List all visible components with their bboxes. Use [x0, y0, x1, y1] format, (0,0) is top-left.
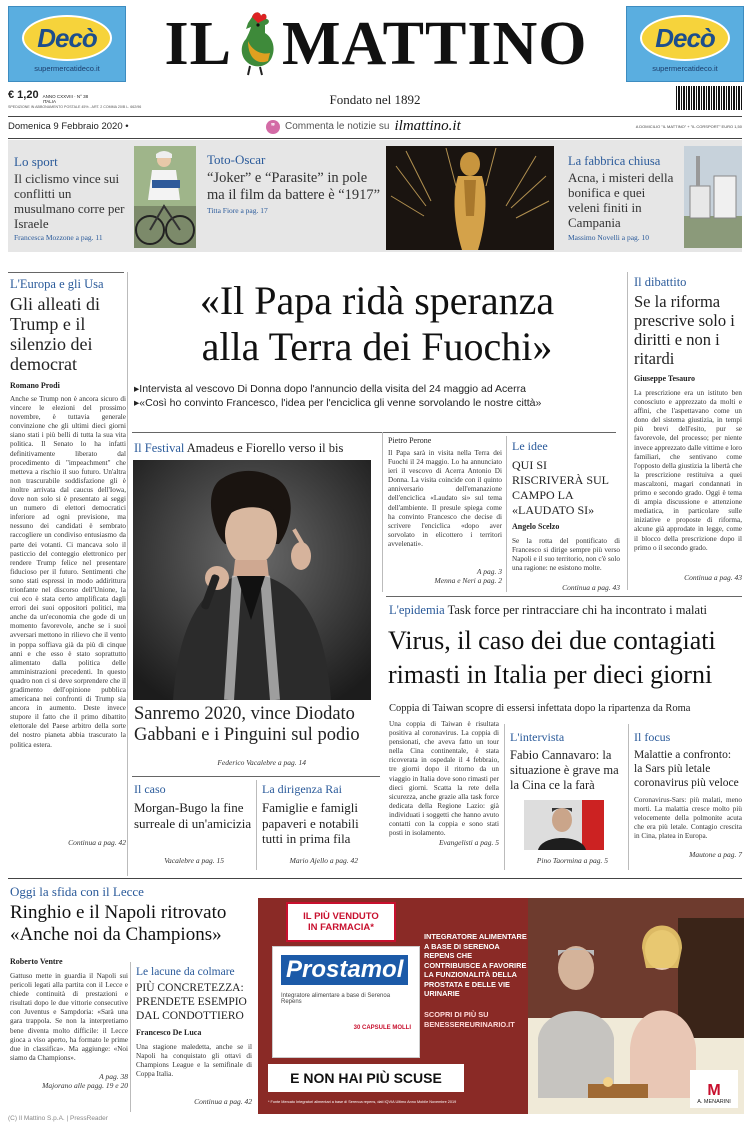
teaser-fabbrica[interactable]: La fabbrica chiusa Acna, i misteri della bonifica e quei veleni finiti in Campania Massimo Novelli a pag. 10 — [568, 154, 674, 242]
author: Romano Prodi — [10, 381, 60, 390]
caso-article[interactable]: Il caso Morgan-Bugo la fine surreale di un'amicizia — [134, 782, 252, 831]
tagline: Fondato nel 1892 — [329, 92, 421, 107]
body: Anche se Trump non è ancora sicuro di vincere le elezioni del prossimo novembre, è tuttavia generale convinzione che gli ultimi dieci giorni siano stati i più belli di tutta la sua vita politica. Il Senato lo ha infatti definitivamente liberato dal procedimento di "impeachment" che metteva a rischio il suo futuro. Un'altra non trascurabile soddisfazione gli è inoltre arrivata dal caucus dell'Iowa, dove non solo si è presentato ai seggi un numero di elettori democratici inferiore ad ogni previsione, ma nessuno dei candidati è sembrato raccogliere un condiviso entusiasmo da parte dei votanti. Ci mancava solo il pasticcio del conteggio elettronico per rendere Trump felice nel presentare fiducioso per il futuro. Sentimenti che sono stati espressi in modo addirittura trionfante nel discorso dell'Unione, la cui eco è stata certo amplificata dagli errori dei suoi oppositori politici, ma anche da un'economia che gode di un momento favorevole, anche se i suoi avversari mettono in rilievo che il vento in poppa soffiava già da più di cinque anni e che esso è stato soprattutto alimentato dalla politica delle amministrazioni precedenti. In questo quadro non ci si deve sorprendere che il gradimento dell'opinione pubblica americana nei confronti di Trump sia ancora in aumento. Deste invece stupore il fatto che il primo dibattito elettorale del Paese arbitro della sorte del nostro pianeta abbia trascurato la politica estera. — [10, 395, 126, 749]
focus-article[interactable]: Il focus Malattie a confronto: la Sars più letale coronavirus più veloce Coronavirus-Sars: più malati, meno morti. La malattia cresce molto più velocemente della polmonite acuta che era più letale. Contagio crescita in Cina, platea in Europa. Mautone a pag. 7 — [634, 730, 742, 859]
deco-ad-left[interactable] — [8, 6, 126, 82]
diodato-photo — [133, 460, 371, 700]
caso-byline: Vacalebre a pag. 15 — [164, 856, 224, 865]
ad-slogan: E NON HAI PIÙ SCUSE — [268, 1064, 464, 1092]
masthead-title: IL MATTINO — [164, 9, 588, 78]
dirigenza-byline: Mario Ajello a pag. 42 — [289, 856, 358, 865]
prostamol-ad[interactable] — [258, 898, 744, 1114]
comment-bubble-icon: ❞ — [266, 120, 280, 134]
ad-text: INTEGRATORE ALIMENTARE A BASE DI SERENOA REPENS CHE CONTRIBUISCE A FAVORIRE LA FUNZIONALITÀ DELLA PROSTATA E DELLE VIE URINARIE — [424, 932, 527, 998]
intervista-byline: Pino Taormina a pag. 5 — [536, 856, 608, 865]
menarini-logo: M A. MENARINI — [690, 1070, 738, 1108]
teaser-sport[interactable]: Lo sport Il ciclismo vince sui conflitti un musulmano corre per Israele Francesca Mozzone a pag. 11 — [14, 154, 125, 242]
deco-url: supermercatideco.it — [34, 64, 100, 73]
perone-article: Pietro Perone Il Papa sarà in visita nella Terra dei Fuochi il 24 maggio. Lo ha annunciato ieri il vescovo di Acerra Antonio Di Donna. La visita coincide con il quinto anniversario dell'emanazione dell'enciclica «Laudato si» sul tema dell'ambiente. Il presule spiega come ha convinto Francesco che decise di scrivere l'enciclica «dopo aver sorvolato in elicottero i territori avvelenati». A pag. 3 Menna e Neri a pag. 2 — [388, 436, 502, 585]
legal-line: SPEDIZIONE IN ABBONAMENTO POSTALE 45% - ART. 2 COMMA 20/B L. 662/96 — [8, 105, 142, 109]
delivery-note: A DOMICILIO "IL MATTINO" + "IL CORSPORT" EURO 1,50 — [635, 124, 742, 129]
deco-logo: Decò — [640, 15, 730, 61]
festival-headline[interactable]: Sanremo 2020, vince Diodato Gabbani e i Pinguini sul podio — [134, 704, 360, 745]
dirigenza-article[interactable]: La dirigenza Rai Famiglie e famigli papaveri e notabili tutti in prima fila — [262, 782, 359, 846]
deco-logo: Decò — [22, 15, 112, 61]
headline: Gli alleati di Trump e il silenzio dei democrat — [10, 294, 100, 374]
barcode — [676, 86, 742, 110]
main-headline[interactable]: «Il Papa ridà speranza alla Terra dei Fuochi» — [199, 278, 555, 369]
left-editorial — [10, 277, 126, 847]
comment-link[interactable]: ❞ Commenta le notizie su ilmattino.it — [266, 118, 461, 135]
factory-photo — [684, 146, 742, 248]
oscar-statue-photo — [386, 146, 554, 250]
rooster-logo-icon — [234, 11, 280, 77]
ad-site[interactable]: SCOPRI DI PIÙ SU BENESSEREURINARIO.IT — [424, 1010, 515, 1029]
price: € 1,20 — [8, 89, 39, 101]
ad-package: Prostamol Integratore alimentare a base di Serenoa Repens 30 CAPSULE MOLLI — [272, 946, 420, 1058]
epidemia-headline[interactable]: Virus, il caso dei due contagiati rimasti in Italia per dieci giorni — [388, 626, 716, 689]
date: Domenica 9 Febbraio 2020 • — [8, 121, 129, 132]
ad-footnote: * Fonte Mercato Integratori alimentari a base di Serenoa repens, dati IQVIA Ultimo Anno Mobile Novembre 2019 — [268, 1100, 457, 1104]
deco-ad-right[interactable] — [626, 6, 744, 82]
epidemia-subhead: Coppia di Taiwan scopre di essersi infettata dopo la ripartenza da Roma — [389, 703, 691, 714]
kicker: Il dibattito — [634, 275, 687, 289]
kicker: L'Europa e gli Usa — [10, 277, 104, 291]
body: La prescrizione era un istituto ben conosciuto e apprezzato da molti e affini, che l'aspettavano come un dono del sistema giustizia, in tempi più brevi dell'esito, pur se favorevole, del processo; per niente invece apprezzato dalle vittime e loro familiari, che sentivano come l'opposto della giustizia la libertà che la prescrizione restituiva a quei mascalzoni, magari condannati in primo e secondo grado. Oggi è tema di ampia discussione e attenzione mediatica, in particolare sulle iniziative e proposte di riforma, alcune già approdate in legge, come il blocco della prescrizione dopo il primo o il secondo grado. — [634, 389, 742, 552]
festival-byline: Federico Vacalebre a pag. 14 — [217, 758, 306, 767]
sport-article[interactable]: Oggi la sfida con il Lecce Ringhio e il Napoli ritrovato «Anche noi da Champions» — [10, 884, 227, 945]
idee-article: Le idee QUI SI RISCRIVERÀ SUL CAMPO LA «LAUDATO SI» Angelo Scelzo Se la rotta del pontificato di Francesco si dirige sempre più verso Napoli e il suo territorio, non c'è solo una ragione: ne esistono molte. Continua a pag. 43 — [512, 439, 620, 592]
footer-credit: (C) Il Mattino S.p.A. | PressReader — [8, 1115, 108, 1122]
ad-badge: IL PIÙ VENDUTO IN FARMACIA* — [286, 902, 396, 942]
cyclist-photo — [134, 146, 196, 248]
festival-kicker: Il Festival Amadeus e Fiorello verso il bis — [134, 441, 344, 455]
menarini-mark-icon: M — [707, 1082, 721, 1099]
teaser-oscar[interactable]: Toto-Oscar “Joker” e “Parasite” in pole ma il film da battere è “1917” Titta Fiore a pag. 17 — [207, 152, 381, 215]
epidemia-kicker: L'epidemia Task force per rintracciare chi ha incontrato i malati — [389, 603, 708, 617]
jump: Continua a pag. 42 — [68, 838, 126, 847]
author: Giuseppe Tesauro — [634, 374, 695, 383]
sport-body: Roberto Ventre Gattuso mette in guardia il Napoli sui pericoli legati alla partita con il Lecce e chiede continuità di prestazioni e risultati dopo le due vittorie consecutive con Juventus e Sampdoria: «Sarà una gara trappola. Se non la interpretiamo bene diventa molto difficile: il Lecce gioca a viso aperto, ha formato le prime due in classifica». Ma aggiunge: «Noi siamo da Champions». A pag. 38 Majorano alle pagg. 19 e 20 — [10, 957, 128, 1090]
cannavaro-photo — [524, 800, 604, 850]
main-subhead: ▸Intervista al vescovo Di Donna dopo l'annuncio della visita del 24 maggio ad Acerra ▸«Così ho convinto Francesco, l'idea per l'enciclica gli venne sorvolando le nostre città» — [134, 383, 542, 409]
body: Il Papa sarà in visita nella Terra dei Fuochi il 24 maggio. Lo ha annunciato ieri il vescovo di Acerra Antonio Di Donna. La visita coincide con il quinto anniversario dell'emanazione dell'enciclica «Laudato si» sul tema dell'ambiente. Il presule spiega come ha convinto Francesco che decise di scrivere l'enciclica «dopo aver sorvolato in elicottero i territori avvelenati». — [388, 449, 502, 548]
author: Pietro Perone — [388, 436, 432, 445]
headline: Se la riforma prescrive solo i diritti e non i ritardi — [634, 292, 735, 368]
epidemia-body: Una coppia di Taiwan è risultata positiva al coronavirus. La coppia di pensionati, che aveva fatto un tour nella Cina continentale, è stata ricoverata in ospedale il 4 febbraio, tre giorni dopo il ritorno da un viaggio in Italia dove sono rimasti per dieci giorni. Scatta la rete della sicurezza, anche grazie alla task force dedicata della Regione Lazio: già individuati i soggetti che hanno avuto contatti con la coppia e sono stati posti in isolamento. Evangelisti a pag. 5 — [389, 720, 499, 847]
jump: Continua a pag. 43 — [684, 573, 742, 582]
right-editorial — [634, 275, 742, 582]
edition-line: ANNO CXXVIII · N° 38 ITALIA — [42, 94, 89, 104]
intervista-article[interactable]: L'intervista Fabio Cannavaro: la situazione è grave ma la Cina ce la farà — [510, 730, 619, 792]
deco-url: supermercatideco.it — [652, 64, 718, 73]
lacune-article: Le lacune da colmare PIÙ CONCRETEZZA: PRENDETE ESEMPIO DAL CONDOTTIERO Francesco De Luca Una stagione maledetta, anche se il Napoli ha conquistato gli ottavi di Champions League e la semifinale di Coppa Italia. Continua a pag. 42 — [136, 966, 252, 1106]
